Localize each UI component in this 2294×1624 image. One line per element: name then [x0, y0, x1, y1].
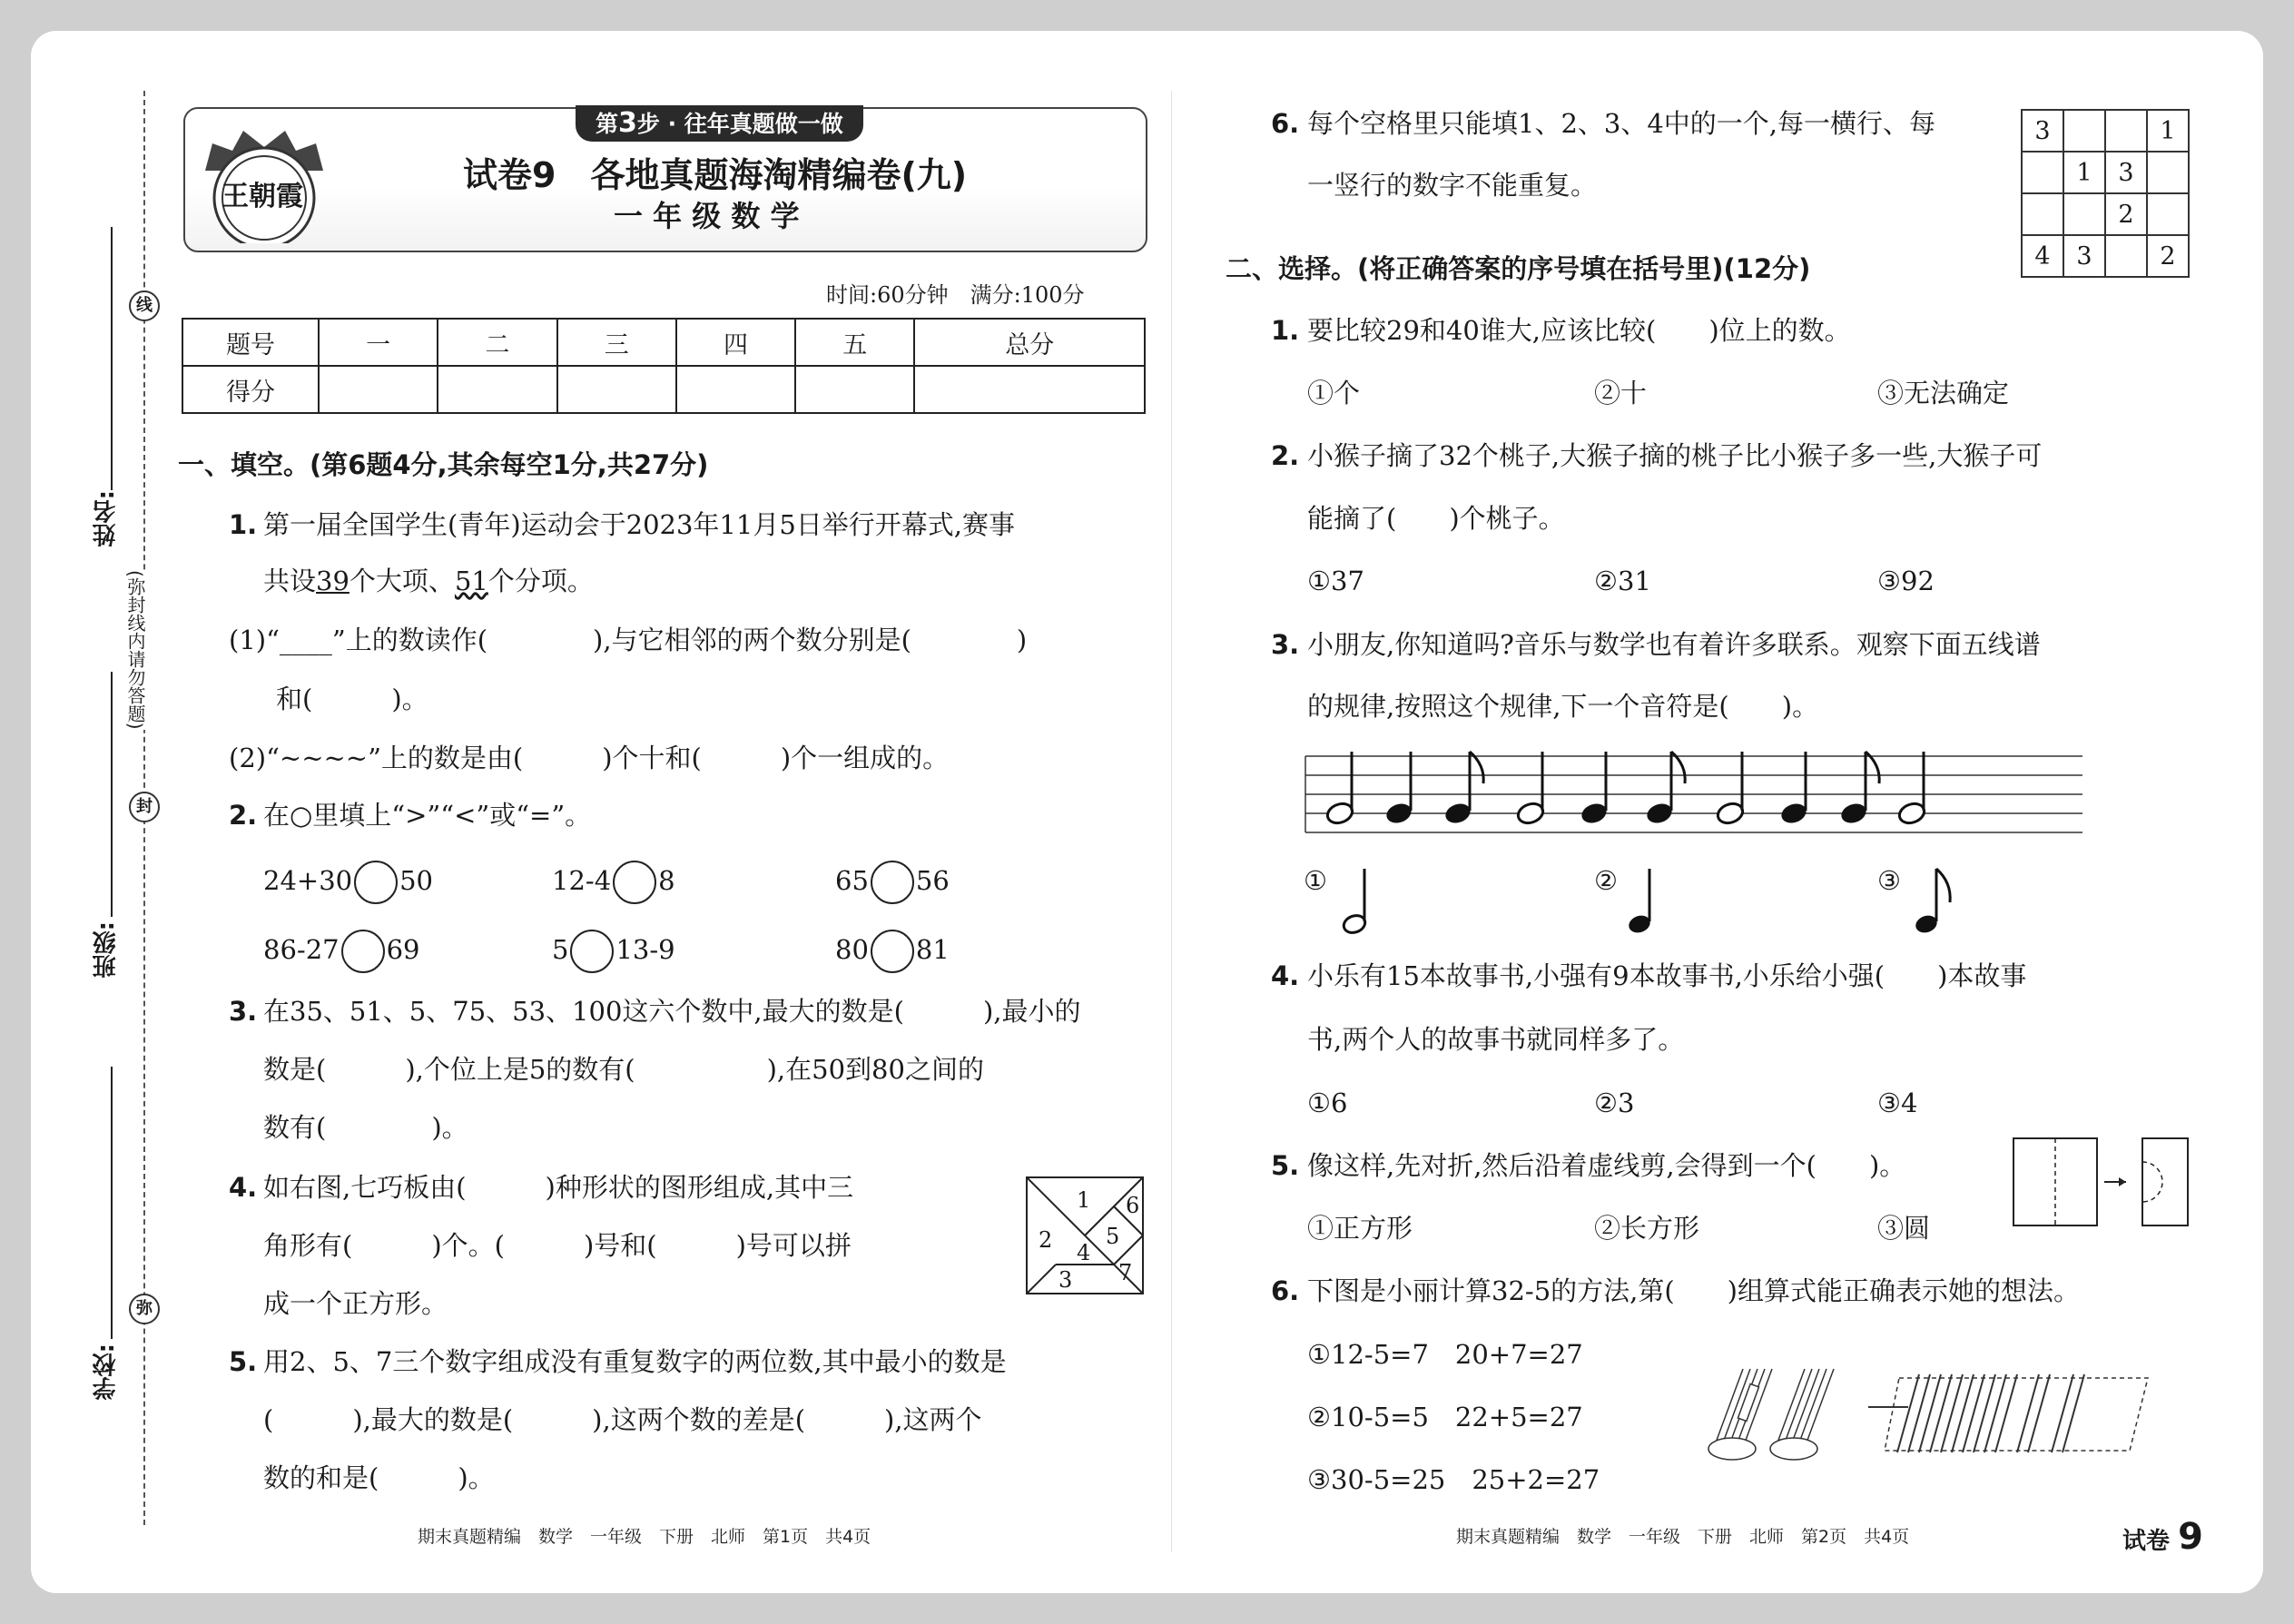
compare-item: 86-27 69 — [263, 930, 420, 973]
question-number: 5. — [229, 1346, 258, 1377]
tangram-label: 3 — [1058, 1267, 1073, 1293]
option[interactable]: ①正方形 — [1307, 1213, 1413, 1244]
publisher-logo — [196, 116, 332, 243]
grid-cell[interactable] — [2063, 110, 2105, 152]
score-row-label: 得分 — [182, 366, 319, 413]
tangram-label: 6 — [1126, 1193, 1140, 1218]
grid-cell[interactable] — [2063, 193, 2105, 235]
s1-q3-line3: 数有( )。 — [263, 1112, 468, 1143]
score-header-cell: 四 — [676, 319, 795, 366]
sticks-illustration — [1703, 1362, 2157, 1462]
option[interactable]: ① — [1304, 865, 1327, 896]
question-number: 4. — [1271, 960, 1300, 991]
score-header-cell: 三 — [557, 319, 676, 366]
option[interactable]: ①12-5=7 20+7=27 — [1307, 1339, 1583, 1370]
name-line — [111, 227, 113, 490]
compare-item: 5 13-9 — [552, 930, 675, 973]
s2-q5-text: 像这样,先对折,然后沿着虚线剪,会得到一个( )。 — [1307, 1150, 1906, 1181]
score-cell[interactable] — [914, 366, 1145, 413]
tangram-figure — [1026, 1176, 1144, 1294]
tangram-label: 4 — [1077, 1240, 1091, 1265]
score-cell[interactable] — [438, 366, 556, 413]
class-label: 班级: — [93, 921, 120, 979]
option[interactable]: ②十 — [1594, 378, 1648, 408]
compare-circle[interactable] — [871, 930, 914, 973]
seal-feng-mark: 封 — [129, 792, 160, 822]
s1-q5-line2: ( ),最大的数是( ),这两个数的差是( ),这两个 — [263, 1404, 982, 1435]
name-label: 姓名: — [93, 490, 120, 547]
s1-q5-line1: 用2、5、7三个数字组成没有重复数字的两位数,其中最小的数是 — [263, 1346, 1007, 1377]
option1-half-note-icon — [1342, 864, 1378, 937]
grid-cell[interactable]: 3 — [2022, 110, 2063, 152]
score-cell[interactable] — [557, 366, 676, 413]
s2-q2-line2: 能摘了( )个桃子。 — [1307, 503, 1565, 534]
option[interactable]: ③ — [1877, 865, 1901, 896]
s1-q3-line1: 在35、51、5、75、53、100这六个数中,最大的数是( ),最小的 — [263, 996, 1081, 1027]
score-header-cell: 总分 — [914, 319, 1145, 366]
s2-q4-line1: 小乐有15本故事书,小强有9本故事书,小乐给小强( )本故事 — [1307, 960, 2027, 991]
s1-q4-line1: 如右图,七巧板由( )种形状的图形组成,其中三 — [263, 1172, 854, 1203]
page-divider — [1171, 91, 1172, 1552]
option[interactable]: ①个 — [1307, 378, 1361, 408]
compare-item: 12-4 8 — [552, 861, 675, 904]
option3-eighth-note-icon — [1914, 864, 1959, 937]
seal-line-mark: 线 — [129, 290, 160, 321]
question-number: 6. — [1271, 108, 1300, 139]
half-note-icon — [1515, 752, 1545, 826]
time-info: 时间:60分钟 满分:100分 — [826, 282, 1085, 308]
option[interactable]: ②长方形 — [1594, 1213, 1700, 1244]
s1-q4-line2: 角形有( )个。( )号和( )号可以拼 — [263, 1230, 852, 1261]
score-header-cell: 题号 — [182, 319, 319, 366]
quarter-note-icon — [1579, 752, 1609, 826]
compare-item: 80 81 — [835, 930, 950, 973]
s2-q1-text: 要比较29和40谁大,应该比较( )位上的数。 — [1307, 315, 1851, 346]
fold-cut-figure — [2010, 1135, 2191, 1229]
score-cell[interactable] — [795, 366, 914, 413]
grid-cell[interactable]: 4 — [2022, 235, 2063, 277]
score-value-row — [182, 366, 1145, 413]
s2-q4-line2: 书,两个人的故事书就同样多了。 — [1307, 1024, 1685, 1055]
s1-q4-line3: 成一个正方形。 — [263, 1288, 448, 1319]
compare-circle[interactable] — [871, 861, 914, 904]
option[interactable]: ②31 — [1594, 566, 1651, 596]
s1-q1-line1: 第一届全国学生(青年)运动会于2023年11月5日举行开幕式,赛事 — [263, 509, 1016, 540]
s1-q3-line2: 数是( ),个位上是5的数有( ),在50到80之间的 — [263, 1054, 984, 1085]
option[interactable]: ②3 — [1594, 1088, 1635, 1118]
question-number: 1. — [1271, 315, 1300, 346]
option[interactable]: ③4 — [1877, 1088, 1918, 1118]
grid-cell[interactable] — [2105, 235, 2147, 277]
compare-circle[interactable] — [613, 861, 656, 904]
paper-number-label: 试卷 9 — [2122, 1516, 2203, 1558]
stick-bundle-icon — [1708, 1369, 1772, 1460]
eighth-note-icon — [1644, 752, 1685, 826]
section1-heading: 一、填空。(第6题4分,其余每空1分,共27分) — [178, 449, 709, 480]
s1-q1-sub1b: 和( )。 — [276, 684, 428, 714]
step-badge: 第3步 · 往年真题做一做 — [576, 105, 863, 142]
grid-cell[interactable]: 3 — [2105, 152, 2147, 193]
school-label: 学校: — [93, 1343, 120, 1401]
logo-emblem-icon — [196, 116, 332, 243]
s2-q6-text: 下图是小丽计算32-5的方法,第( )组算式能正确表示她的想法。 — [1307, 1275, 2080, 1306]
eighth-note-icon — [1442, 752, 1483, 826]
score-cell[interactable] — [676, 366, 795, 413]
number-grid — [2021, 109, 2190, 278]
logo-text: 王朝霞 — [222, 181, 303, 212]
grid-cell[interactable] — [2147, 193, 2189, 235]
grid-cell[interactable] — [2147, 152, 2189, 193]
question-number: 1. — [229, 509, 258, 540]
quarter-note-icon — [1778, 752, 1808, 826]
tangram-label: 2 — [1039, 1227, 1053, 1253]
option[interactable]: ①37 — [1307, 566, 1364, 596]
grid-cell[interactable] — [2105, 110, 2147, 152]
quarter-note-icon — [1383, 752, 1413, 826]
s1-q6-line1: 每个空格里只能填1、2、3、4中的一个,每一横行、每 — [1307, 108, 1936, 139]
seal-mi-mark: 弥 — [129, 1294, 160, 1324]
grid-cell[interactable]: 1 — [2147, 110, 2189, 152]
s2-q2-line1: 小猴子摘了32个桃子,大猴子摘的桃子比小猴子多一些,大猴子可 — [1307, 440, 2043, 471]
grid-cell[interactable]: 1 — [2063, 152, 2105, 193]
option[interactable]: ②10-5=5 22+5=27 — [1307, 1402, 1583, 1432]
question-number: 4. — [229, 1172, 258, 1203]
underlined-number: 39 — [316, 566, 350, 596]
option2-quarter-note-icon — [1627, 864, 1663, 937]
footer-left: 期末真题精编 数学 一年级 下册 北师 第1页 共4页 — [418, 1527, 871, 1547]
question-number: 2. — [229, 800, 258, 831]
question-number: 3. — [229, 996, 258, 1027]
s1-q1-line2: 共设39个大项、51个分项。 — [263, 566, 594, 596]
compare-item: 24+30 50 — [263, 861, 433, 904]
tangram-label: 5 — [1106, 1224, 1120, 1249]
half-note-icon — [1715, 752, 1745, 826]
tangram-label: 1 — [1077, 1187, 1091, 1213]
wavy-underlined-number: 51 — [454, 566, 488, 596]
question-number: 3. — [1271, 629, 1300, 660]
grid-cell[interactable] — [2022, 152, 2063, 193]
question-number: 2. — [1271, 440, 1300, 471]
half-note-icon — [1896, 752, 1926, 826]
section2-heading: 二、选择。(将正确答案的序号填在括号里)(12分) — [1226, 253, 1811, 284]
exam-title: 试卷9 各地真题海淘精编卷(九) — [463, 155, 968, 195]
compare-circle[interactable] — [341, 930, 385, 973]
grid-cell[interactable]: 2 — [2105, 193, 2147, 235]
score-header-row — [182, 319, 1145, 366]
compare-circle[interactable] — [354, 861, 398, 904]
option[interactable]: ② — [1594, 865, 1618, 896]
class-line — [111, 672, 113, 917]
grid-cell[interactable]: 3 — [2063, 235, 2105, 277]
compare-item: 65 56 — [835, 861, 950, 904]
option[interactable]: ③无法确定 — [1877, 378, 2010, 408]
grid-cell[interactable] — [2022, 193, 2063, 235]
question-number: 5. — [1271, 1150, 1300, 1181]
score-table — [182, 318, 1146, 414]
s1-q5-line3: 数的和是( )。 — [263, 1462, 495, 1493]
score-header-cell: 五 — [795, 319, 914, 366]
half-note-icon — [1324, 752, 1354, 826]
s1-q6-line2: 一竖行的数字不能重复。 — [1307, 170, 1598, 201]
stick-bundle-icon — [1770, 1369, 1834, 1460]
s1-q1-sub2: (2)“~~~~”上的数是由( )个十和( )个一组成的。 — [229, 743, 950, 773]
s2-q3-line1: 小朋友,你知道吗?音乐与数学也有着许多联系。观察下面五线谱 — [1307, 629, 2041, 660]
eighth-note-icon — [1838, 752, 1879, 826]
option[interactable]: ③92 — [1877, 566, 1935, 596]
no-answer-note: (弥封线内请勿答题) — [123, 570, 149, 730]
s1-q2-text: 在○里填上“>”“<”或“=”。 — [263, 800, 592, 831]
s1-q1-sub1: (1)“____”上的数读作( ),与它相邻的两个数分别是( ) — [229, 625, 1028, 655]
score-header-cell: 一 — [319, 319, 438, 366]
option[interactable]: ③30-5=25 25+2=27 — [1307, 1464, 1600, 1495]
footer-right: 期末真题精编 数学 一年级 下册 北师 第2页 共4页 — [1456, 1527, 1910, 1547]
school-line — [111, 1067, 113, 1339]
score-cell[interactable] — [319, 366, 438, 413]
exam-subtitle: 一 年 级 数 学 — [614, 199, 800, 233]
dashed-group-outline — [1885, 1378, 2148, 1451]
score-header-cell: 二 — [438, 319, 556, 366]
option[interactable]: ③圆 — [1877, 1213, 1931, 1244]
s2-q3-line2: 的规律,按照这个规律,下一个音符是( )。 — [1307, 691, 1819, 722]
music-staff — [1304, 749, 2084, 840]
tangram-label: 7 — [1118, 1260, 1133, 1285]
grid-cell[interactable]: 2 — [2147, 235, 2189, 277]
option[interactable]: ①6 — [1307, 1088, 1348, 1118]
compare-circle[interactable] — [570, 930, 614, 973]
single-sticks-icon — [1868, 1374, 2084, 1452]
question-number: 6. — [1271, 1275, 1300, 1306]
